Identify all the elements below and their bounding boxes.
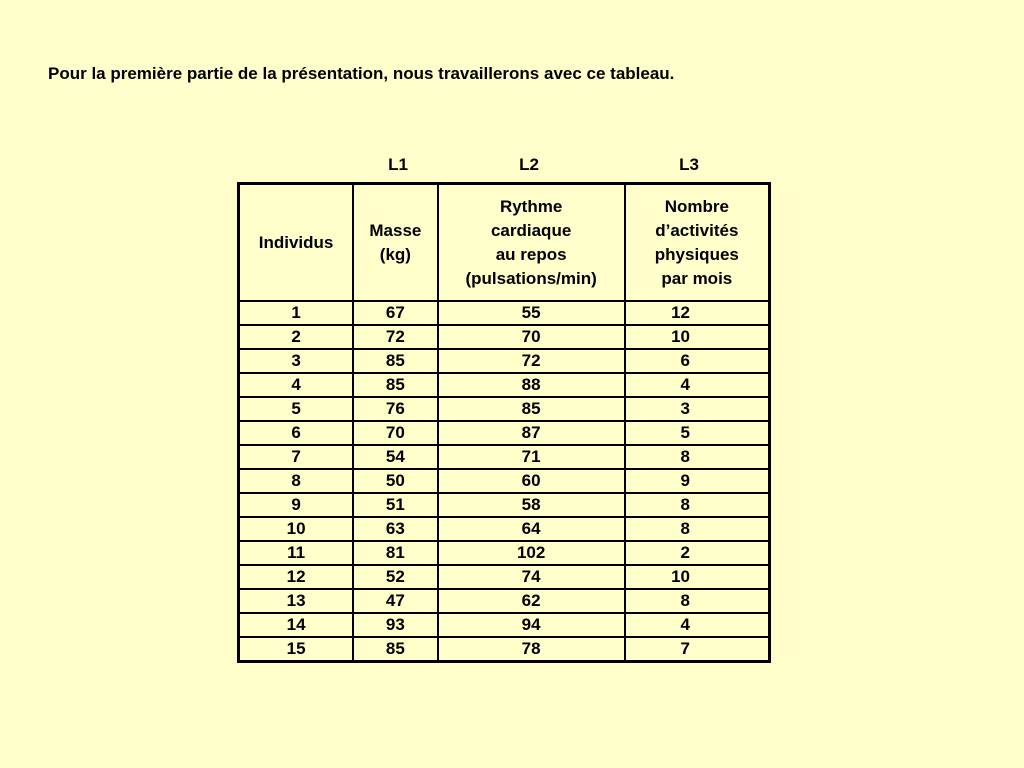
cell-masse: 93: [353, 613, 437, 637]
cell-masse: 63: [353, 517, 437, 541]
table-row: [239, 325, 770, 349]
cell-activites: 6: [625, 349, 770, 373]
cell-masse: 85: [353, 373, 437, 397]
cell-individu: 1: [239, 301, 354, 325]
table-row: [239, 373, 770, 397]
header-rythme-cardiaque: Rythme cardiaque au repos (pulsations/min): [438, 184, 625, 302]
list-label-l2: L2: [519, 155, 539, 174]
cell-individu: 8: [239, 469, 354, 493]
cell-masse: 67: [353, 301, 437, 325]
cell-activites: 10: [625, 565, 770, 589]
table-row: [239, 301, 770, 325]
table-row: [239, 349, 770, 373]
cell-activites: 9: [625, 469, 770, 493]
header-individus: Individus: [239, 184, 354, 302]
header-activites-physiques: Nombre d’activités physiques par mois: [625, 184, 770, 302]
cell-masse: 76: [353, 397, 437, 421]
cell-rythme: 70: [438, 325, 625, 349]
cell-masse: 51: [353, 493, 437, 517]
cell-individu: 10: [239, 517, 354, 541]
cell-individu: 2: [239, 325, 354, 349]
cell-activites: 8: [625, 517, 770, 541]
table-body: [239, 301, 770, 662]
cell-individu: 15: [239, 637, 354, 662]
cell-masse: 81: [353, 541, 437, 565]
slide-title: Pour la première partie de la présentation, nous travaillerons avec ce tableau.: [48, 64, 675, 83]
cell-rythme: 88: [438, 373, 625, 397]
table-row: [239, 541, 770, 565]
cell-activites: 4: [625, 613, 770, 637]
table-row: [239, 397, 770, 421]
cell-activites: 12: [625, 301, 770, 325]
list-label-l1: L1: [388, 155, 408, 174]
table-row: [239, 493, 770, 517]
data-table: [237, 182, 771, 663]
table-row: [239, 421, 770, 445]
cell-activites: 8: [625, 493, 770, 517]
cell-masse: 70: [353, 421, 437, 445]
cell-individu: 7: [239, 445, 354, 469]
cell-individu: 14: [239, 613, 354, 637]
cell-masse: 50: [353, 469, 437, 493]
cell-rythme: 55: [438, 301, 625, 325]
cell-rythme: 58: [438, 493, 625, 517]
cell-individu: 3: [239, 349, 354, 373]
cell-masse: 47: [353, 589, 437, 613]
cell-activites: 8: [625, 589, 770, 613]
cell-activites: 5: [625, 421, 770, 445]
cell-activites: 3: [625, 397, 770, 421]
cell-individu: 4: [239, 373, 354, 397]
list-label-l3: L3: [679, 155, 699, 174]
cell-activites: 2: [625, 541, 770, 565]
cell-rythme: 72: [438, 349, 625, 373]
cell-individu: 9: [239, 493, 354, 517]
cell-rythme: 71: [438, 445, 625, 469]
table-header-row: [239, 184, 770, 302]
cell-activites: 8: [625, 445, 770, 469]
table-row: [239, 613, 770, 637]
header-masse: Masse (kg): [353, 184, 437, 302]
cell-rythme: 60: [438, 469, 625, 493]
cell-individu: 13: [239, 589, 354, 613]
cell-rythme: 74: [438, 565, 625, 589]
cell-activites: 10: [625, 325, 770, 349]
cell-rythme: 78: [438, 637, 625, 662]
cell-masse: 85: [353, 637, 437, 662]
cell-rythme: 62: [438, 589, 625, 613]
table-row: [239, 469, 770, 493]
cell-rythme: 94: [438, 613, 625, 637]
cell-rythme: 85: [438, 397, 625, 421]
cell-masse: 72: [353, 325, 437, 349]
cell-individu: 11: [239, 541, 354, 565]
cell-rythme: 87: [438, 421, 625, 445]
table-row: [239, 589, 770, 613]
cell-individu: 5: [239, 397, 354, 421]
cell-individu: 12: [239, 565, 354, 589]
table-row: [239, 637, 770, 662]
cell-activites: 7: [625, 637, 770, 662]
cell-rythme: 64: [438, 517, 625, 541]
table-row: [239, 445, 770, 469]
cell-masse: 85: [353, 349, 437, 373]
cell-rythme: 102: [438, 541, 625, 565]
cell-individu: 6: [239, 421, 354, 445]
cell-masse: 54: [353, 445, 437, 469]
table-row: [239, 517, 770, 541]
cell-masse: 52: [353, 565, 437, 589]
table-row: [239, 565, 770, 589]
cell-activites: 4: [625, 373, 770, 397]
